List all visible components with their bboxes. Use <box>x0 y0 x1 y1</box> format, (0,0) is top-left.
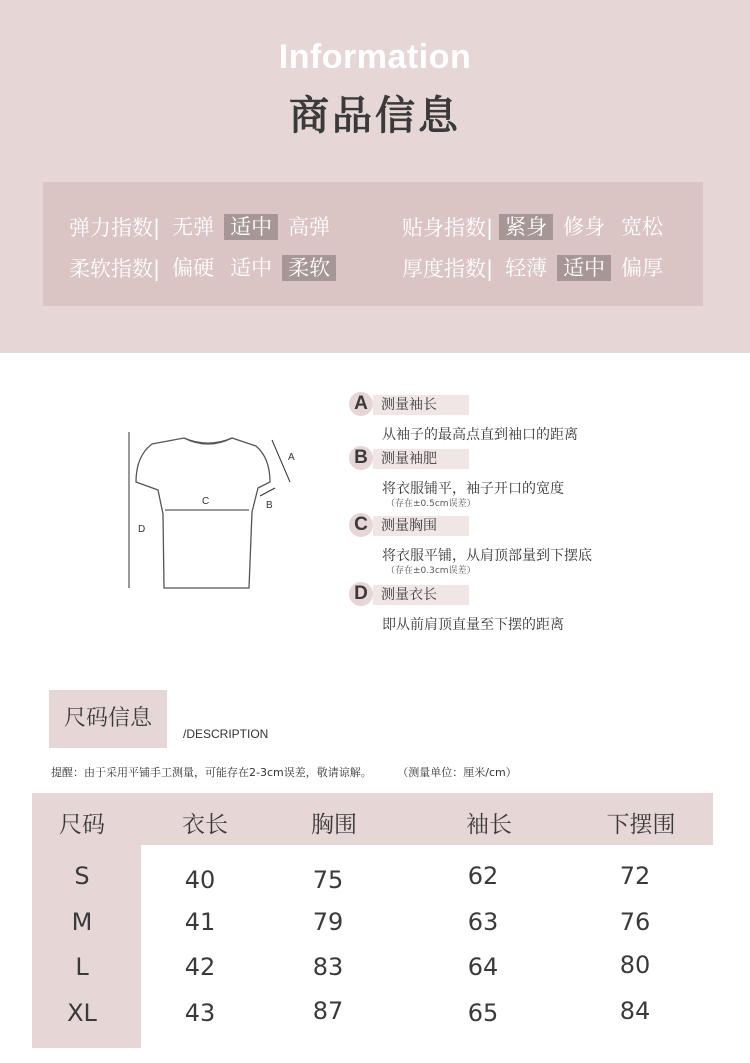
measurement-reminder <box>51 764 517 780</box>
table-header-size: 尺码 <box>59 812 105 838</box>
size-section-title: 尺码信息 <box>49 690 167 748</box>
index-option: 适中 <box>224 214 278 240</box>
table-header-hem: 下摆围 <box>606 812 676 838</box>
measurement-title: 测量袖长 <box>373 395 469 415</box>
index-option: 偏厚 <box>621 256 664 280</box>
index-row-elasticity <box>69 212 340 242</box>
table-cell: 75 <box>312 866 344 894</box>
unit-text: （测量单位：厘米/cm） <box>397 766 517 779</box>
table-row-size: S <box>74 862 90 890</box>
measurement-note: （存在±0.5cm误差） <box>386 499 476 509</box>
index-row-fit <box>402 212 673 242</box>
table-cell: 80 <box>619 951 651 979</box>
table-cell: 83 <box>312 953 344 981</box>
label-d: D <box>138 524 146 535</box>
measurement-letter: D <box>349 582 373 606</box>
measurement-title: 测量胸围 <box>373 516 469 536</box>
header-title-en: Information <box>278 38 472 76</box>
index-option: 无弹 <box>172 215 215 239</box>
table-cell: 41 <box>184 908 216 936</box>
measurement-letter: A <box>349 392 373 416</box>
label-b: B <box>266 500 273 511</box>
measurement-letter: C <box>349 513 373 537</box>
table-cell: 79 <box>312 908 344 936</box>
table-cell: 87 <box>312 997 344 1025</box>
table-cell: 65 <box>467 999 499 1027</box>
table-cell: 84 <box>619 997 651 1025</box>
table-cell: 40 <box>184 866 216 894</box>
index-title: 贴身指数| <box>402 216 494 240</box>
tshirt-outline <box>136 438 270 588</box>
measurement-title: 测量袖肥 <box>373 449 469 469</box>
table-cell: 76 <box>619 908 651 936</box>
reminder-text: 提醒：由于采用平铺手工测量，可能存在2-3cm误差，敬请谅解。 <box>51 766 372 779</box>
measurement-note: （存在±0.3cm误差） <box>386 566 476 576</box>
index-title: 厚度指数| <box>402 257 494 281</box>
table-row-size: XL <box>67 999 97 1027</box>
label-a: A <box>288 452 295 463</box>
size-section-subtitle: /DESCRIPTION <box>183 727 269 741</box>
index-option: 偏硬 <box>172 256 215 280</box>
table-cell: 42 <box>184 953 216 981</box>
measurement-desc: 即从前肩顶直量至下摆的距离 <box>382 617 564 633</box>
index-panel <box>43 182 703 306</box>
measurement-desc: 从袖子的最高点直到袖口的距离 <box>382 427 578 443</box>
measurement-title: 测量衣长 <box>373 585 469 605</box>
index-option: 高弹 <box>288 215 331 239</box>
sleeve-width-arrow <box>260 488 275 496</box>
table-cell: 64 <box>467 953 499 981</box>
table-row-size: L <box>75 953 89 981</box>
index-row-softness <box>69 253 340 283</box>
measurement-desc: 将衣服铺平，袖子开口的宽度 <box>382 481 564 497</box>
header-title-cn: 商品信息 <box>289 93 461 139</box>
index-option: 柔软 <box>282 255 336 281</box>
index-option: 适中 <box>230 256 273 280</box>
table-row-size: M <box>71 908 93 936</box>
index-option: 宽松 <box>621 215 664 239</box>
index-option: 轻薄 <box>505 256 548 280</box>
label-c: C <box>202 496 210 507</box>
table-cell: 43 <box>184 999 216 1027</box>
tshirt-measurement-diagram <box>118 420 328 600</box>
table-cell: 63 <box>467 908 499 936</box>
index-option: 修身 <box>563 215 606 239</box>
index-option: 适中 <box>557 255 611 281</box>
measurement-letter: B <box>349 446 373 470</box>
table-cell: 62 <box>467 862 499 890</box>
index-title: 柔软指数| <box>69 257 161 281</box>
info-header <box>0 0 750 353</box>
measurement-desc: 将衣服平铺，从肩顶部量到下摆底 <box>382 548 592 564</box>
index-title: 弹力指数| <box>69 216 161 240</box>
index-option: 紧身 <box>499 214 553 240</box>
index-row-thickness <box>402 253 673 283</box>
table-header-sleeve: 袖长 <box>466 812 512 838</box>
table-cell: 72 <box>619 862 651 890</box>
table-header-chest: 胸围 <box>311 812 357 838</box>
table-header-length: 衣长 <box>182 812 228 838</box>
